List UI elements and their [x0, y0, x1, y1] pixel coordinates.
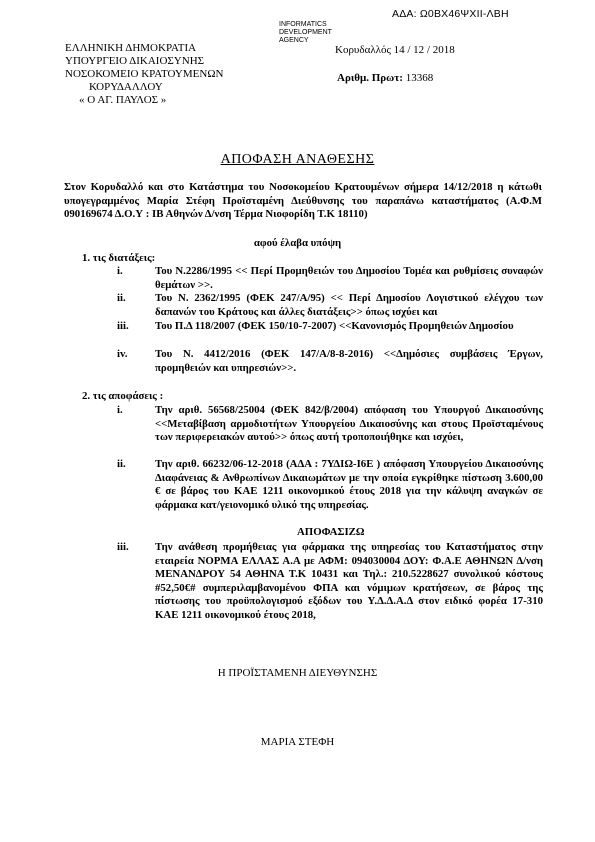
list-item: iii. Την ανάθεση προμήθειας για φάρμακα της υπηρεσίας του Καταστήματος στην εταιρεία ΝΟΡΜΑ ΕΛΛΑΣ Α.Α με ΑΦΜ: 094030004 ΔΟΥ: Φ.Α.Ε ΑΘΗΝΩΝ Δ/νση ΜΕΝΑΝΔΡΟΥ 54 ΑΘΗΝΑ Τ.Κ 10431 και Τηλ.: 210.5228627 συνολικού κόστους #52,50€# συμπεριλαμβανομένου ΦΠΑ και νόμιμων κρατήσεων, σε βάρος της πίστωσης του προϋπολογισμού εξόδων του Υ.Δ.Δ.Α.Δ στον ειδικό φορέα 17-310 ΚΑΕ 1211 οικονομικού έτους 2018,: [117, 541, 543, 621]
agency-logo: [279, 21, 332, 45]
list-item: ii. Του Ν. 2362/1995 (ΦΕΚ 247/Α/95) << Περί Δημοσίου Λογιστικού ελέγχου των δαπανών του Κράτους και άλλες διατάξεις>> όπως ισχύει και: [117, 292, 543, 318]
protocol-number: [337, 72, 433, 84]
ada-code: ΑΔΑ: Ω0ΒΧ46ΨΧΙΙ-ΛΒΗ: [392, 8, 509, 20]
intro-paragraph: Στον Κορυδαλλό και στο Κατάστημα του Νοσοκομείου Κρατουμένων σήμερα 14/12/2018 η κάτωθι υπογεγραμμένος Μαρία Στέφη Προϊσταμένη Διεύθυνσης του παραπάνω καταστήματος (Α.Φ.Μ 090169674 Δ.Ο.Υ : ΙΒ Αθηνών Δ/νση Τέρμα Νιοφορίδη Τ.Κ 18110): [64, 181, 542, 220]
list-item: ii. Την αριθ. 66232/06-12-2018 (ΑΔΑ : 7ΥΔΙΩ-Ι6Ε ) απόφαση Υπουργείου Δικαιοσύνης Διαφάνειας & Ανθρωπίνων Δικαιωμάτων με την οποία εγκρίθηκε πίστωση 3.600,00 € σε βάρος του ΚΑΕ 1211 οικονομικού έτους 2018 για την κάλυψη αναγκών σε φάρμακα κατ/γειονομικό υλικό της υπηρεσίας.: [117, 458, 543, 511]
list-item: iv. Του Ν. 4412/2016 (ΦΕΚ 147/Α/8-8-2016) <<Δημόσιες συμβάσεις Έργων, προμηθειών και υπηρεσιών>>.: [117, 348, 543, 374]
header-line: ΝΟΣΟΚΟΜΕΙΟ ΚΡΑΤΟΥΜΕΝΩΝ: [65, 68, 224, 80]
issuer-header: [65, 42, 223, 107]
signatory-title: Η ΠΡΟΪΣΤΑΜΕΝΗ ΔΙΕΥΘΥΝΣΗΣ: [217, 667, 378, 679]
list-item: i. Του Ν.2286/1995 << Περί Προμηθειών του Δημοσίου Τομέα και ρυθμίσεις συναφών θεμάτων >>.: [117, 265, 543, 291]
decide-heading: ΑΠΟΦΑΣΙΖΩ: [297, 526, 365, 538]
section-2-label: 2. τις αποφάσεις :: [82, 390, 164, 402]
protocol-label: Αριθμ. Πρωτ:: [337, 72, 403, 84]
header-line: ΥΠΟΥΡΓΕΙΟ ΔΙΚΑΙΟΣΥΝΗΣ: [65, 55, 205, 67]
header-line: ΚΟΡΥΔΑΛΛΟΥ: [89, 81, 163, 93]
section-1-label: 1. τις διατάξεις:: [82, 252, 156, 264]
protocol-value: 13368: [405, 72, 434, 84]
list-item: i. Την αριθ. 56568/25004 (ΦΕΚ 842/β/2004) απόφαση του Υπουργού Δικαιοσύνης <<Μεταβίβαση αρμοδιοτήτων Υπουργείου Δικαιοσύνης και στους Προϊσταμένους των περιφερειακών αυτού>> όπως αυτή τροποποιήθηκε και ισχύει,: [117, 404, 543, 443]
header-line: « Ο ΑΓ. ΠΑΥΛΟΣ »: [79, 94, 167, 106]
agency-line: DEVELOPMENT: [279, 29, 332, 36]
document-title: ΑΠΟΦΑΣΗ ΑΝΑΘΕΣΗΣ: [220, 152, 375, 167]
agency-line: INFORMATICS: [279, 21, 327, 28]
agency-line: AGENCY: [279, 37, 309, 44]
list-item: iii. Του Π.Δ 118/2007 (ΦΕΚ 150/10-7-2007) <<Κανονισμός Προμηθειών Δημοσίου: [117, 320, 514, 332]
having-considered: αφού έλαβα υπόψη: [253, 237, 342, 249]
document-date: Κορυδαλλός 14 / 12 / 2018: [335, 44, 455, 56]
signatory-name: ΜΑΡΙΑ ΣΤΕΦΗ: [260, 736, 335, 748]
header-line: ΕΛΛΗΝΙΚΗ ΔΗΜΟΚΡΑΤΙΑ: [65, 42, 197, 54]
